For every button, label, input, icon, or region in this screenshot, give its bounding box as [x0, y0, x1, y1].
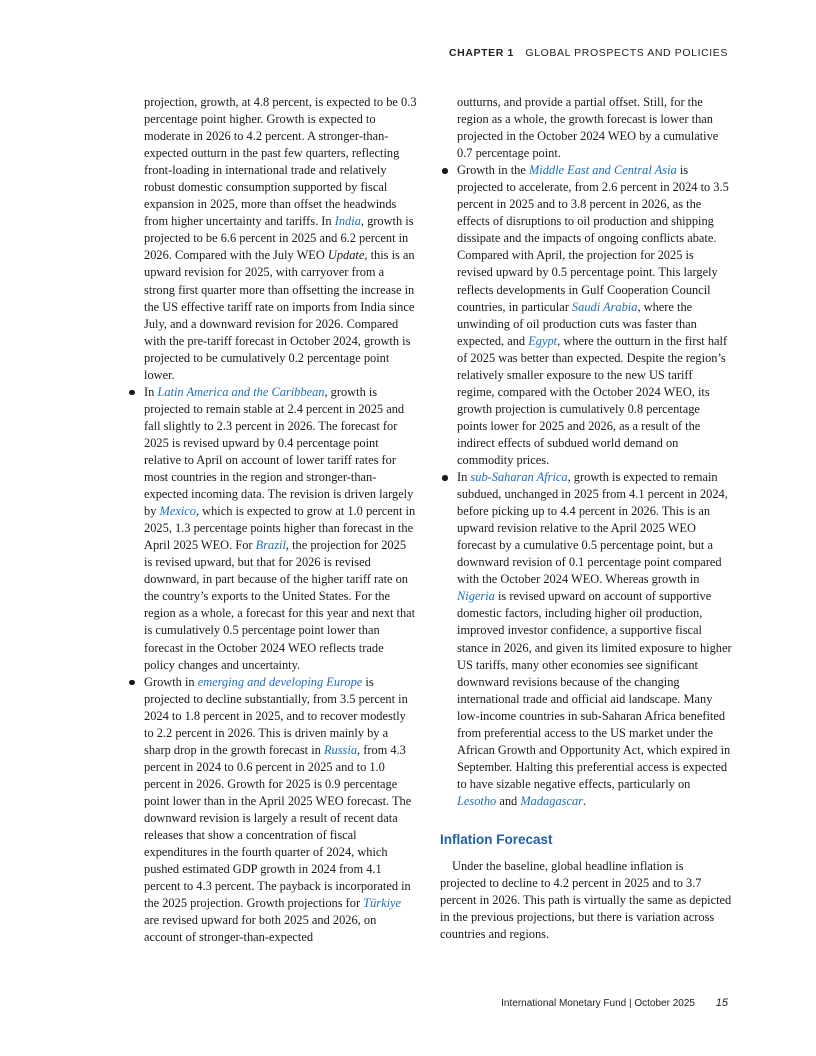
region-bullet-list — [127, 384, 417, 947]
link-madagascar[interactable]: Madagascar — [520, 793, 583, 808]
right-column — [440, 94, 732, 943]
bullet-sub-saharan-africa: In sub-Saharan Africa, growth is expected to remain subdued, unchanged in 2025 from 4.1 percent in 2024, before picking up to 4.4 percent in 2026. This is an upward revision relative to the April 2025 WEO forecast by a cumulative 0.5 percentage point, but a downward revision of 0.1 percentage point compared with the October 2024 WEO. Whereas growth in Nigeria is revised upward on account of supportive domestic factors, including higher oil production, improved investor confidence, a supportive fiscal stance in 2026, and given its limited exposure to higher US tariffs, many other economies see significant downward revisions because of the changing international trade and official aid landscape. Many low-income countries in sub-Saharan Africa benefited from preferential access to the US market under the African Growth and Opportunity Act, which expired in September. Halting this preferential access is expected to have sizable negative effects, particularly on Lesotho and Madagascar. — [440, 469, 732, 810]
paragraph-continued: projection, growth, at 4.8 percent, is expected to be 0.3 percentage point higher. Growth is expected to moderate in 2026 to 4.2 percent. A stronger-than-expected outturn in the past few quarters, reflecting front-loading in international trade and relatively robust domestic consumption supported by fiscal expansion in 2025, more than offset the headwinds from higher uncertainty and tariffs. In India, growth is projected to be 6.6 percent in 2025 and 6.2 percent in 2026. Compared with the July WEO Update, this is an upward revision for 2025, with carryover from a strong first quarter more than offsetting the increase in the US effective tariff rate on imports from India since July, and a downward revision for 2026. Compared with the pre-tariff forecast in October 2024, growth is projected to be cumulatively 0.2 percentage point lower. — [144, 95, 417, 382]
chapter-label: CHAPTER 1 — [448, 47, 514, 59]
region-bullet-list-right — [440, 162, 732, 810]
bullet-latin-america: In Latin America and the Caribbean, growth is projected to remain stable at 2.4 percent in 2025 and fall slightly to 2.3 percent in 2026. The forecast for 2025 is revised upward by 0.4 percentage point relative to April on account of lower tariff rates for most countries in the region and stronger-than-expected incoming data. The revision is driven largely by Mexico, which is expected to grow at 1.0 percent in 2025, 1.3 percentage points higher than forecast in the April 2025 WEO. For Brazil, the projection for 2025 is revised upward, but that for 2026 is revised downward, in part because of the higher tariff rate on the country’s exports to the United States. For the region as a whole, a forecast for this year and next that is cumulatively 0.5 percentage point lower than forecast in the October 2024 WEO reflects trade policy changes and uncertainty. — [127, 384, 417, 674]
link-turkiye[interactable]: Türkiye — [363, 896, 402, 911]
link-lesotho[interactable]: Lesotho — [457, 793, 497, 808]
link-russia[interactable]: Russia — [323, 742, 358, 757]
left-column — [127, 94, 417, 946]
link-emerging-europe[interactable]: emerging and developing Europe — [197, 674, 363, 689]
bullet-middle-east: Growth in the Middle East and Central Asia is projected to accelerate, from 2.6 percent in 2024 to 3.5 percent in 2025 and to 3.8 percent in 2026, as the effects of disruptions to oil production and shipping dissipate and the impacts of ongoing conflicts abate. Compared with April, the projection for 2025 is revised upward by 0.5 percentage point. This largely reflects developments in Gulf Cooperation Council countries, in particular Saudi Arabia, where the unwinding of oil production cuts was faster than expected, and Egypt, where the outturn in the first half of 2025 was better than expected. Despite the region’s relatively smaller exposure to the new US tariff regime, compared with the October 2024 WEO, its growth projection is cumulatively 0.8 percentage points lower for 2025 and 2026, as a result of the indirect effects of subdued world demand on commodity prices. — [440, 162, 732, 469]
page-footer — [501, 997, 728, 1009]
link-saudi-arabia[interactable]: Saudi Arabia — [571, 299, 638, 314]
link-middle-east[interactable]: Middle East and Central Asia — [528, 163, 677, 178]
emphasis-update: Update — [327, 248, 365, 263]
running-header — [449, 47, 728, 59]
link-nigeria[interactable]: Nigeria — [457, 589, 495, 604]
link-brazil[interactable]: Brazil — [255, 538, 286, 553]
link-sub-saharan-africa[interactable]: sub-Saharan Africa — [470, 470, 568, 485]
paragraph-continued-right: outturns, and provide a partial offset. Still, for the region as a whole, the growth forecast is lower than projected in the October 2024 WEO by a cumulative 0.7 percentage point. — [457, 95, 719, 161]
section-heading: Inflation Forecast — [440, 831, 553, 847]
paragraph-inflation: Under the baseline, global headline inflation is projected to decline to 4.2 percent in 2025 and to 3.7 percent in 2026. This path is virtually the same as depicted in the previous projections, but there is variation across countries and regions. — [440, 858, 732, 942]
link-egypt[interactable]: Egypt — [528, 333, 558, 348]
bullet-emerging-europe: Growth in emerging and developing Europe is projected to decline substantially, from 3.5 percent in 2024 to 1.8 percent in 2025, and to recover modestly to 2.2 percent in 2026. This is driven mainly by a sharp drop in the growth forecast in Russia, from 4.3 percent in 2024 to 0.6 percent in 2025 and to 1.0 percent in 2026. Growth for 2025 is 0.9 percentage point lower than in the April 2025 WEO forecast. The downward revision is largely a result of recent data releases that show a concentration of fiscal expenditures in the fourth quarter of 2024, which pushed estimated GDP growth in 2024 from 4.1 percent to 4.3 percent. The payback is incorporated in the 2025 projection. Growth projections for Türkiye are revised upward for both 2025 and 2026, on account of stronger-than-expected — [127, 674, 417, 947]
page-number: 15 — [715, 997, 728, 1009]
chapter-title: GLOBAL PROSPECTS AND POLICIES — [525, 47, 728, 59]
link-mexico[interactable]: Mexico — [159, 504, 196, 519]
link-latin-america[interactable]: Latin America and the Caribbean — [157, 384, 325, 399]
link-india[interactable]: India — [334, 214, 361, 229]
footer-source: International Monetary Fund | October 2025 — [501, 998, 695, 1009]
